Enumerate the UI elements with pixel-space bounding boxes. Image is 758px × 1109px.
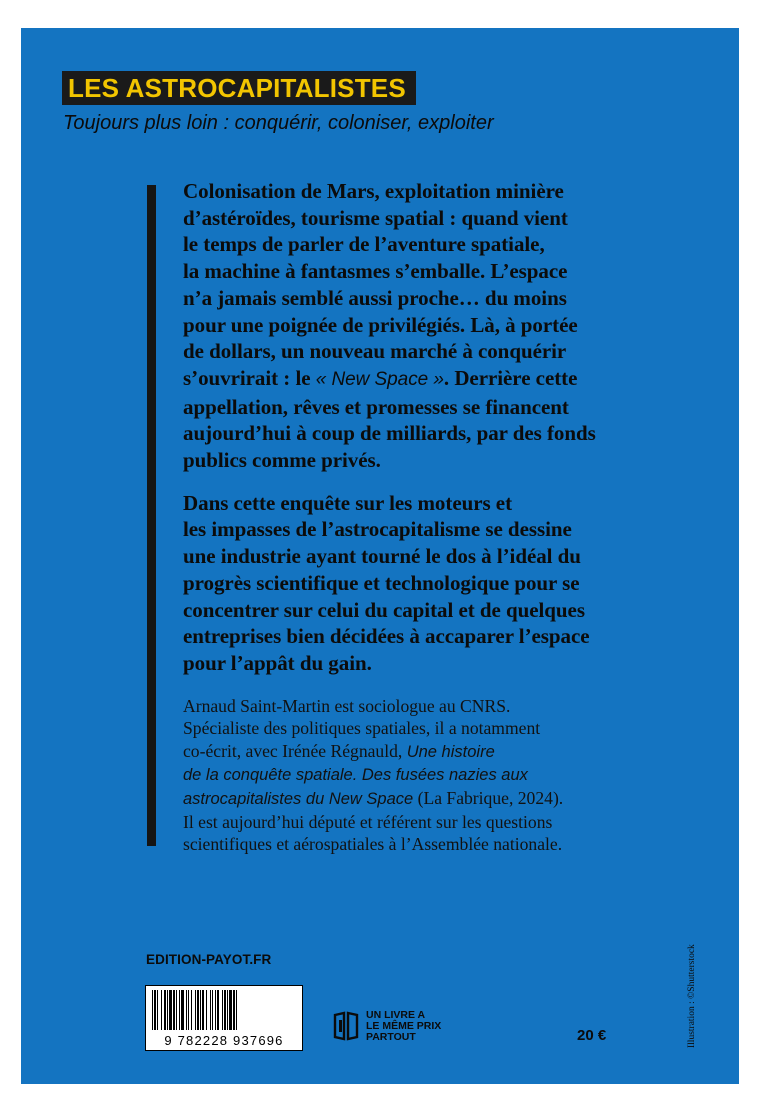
text-line: d’astéroïdes, tourisme spatial : quand vient [183, 205, 568, 230]
barcode-bars-icon [146, 986, 302, 1032]
book-reference: de la conquête spatiale. Des fusées nazies aux [183, 766, 528, 785]
isbn-number: 9 782228 937696 [146, 1033, 302, 1048]
accent-bar [147, 185, 156, 846]
text-line: le temps de parler de l’aventure spatiale, [183, 232, 545, 257]
text-line: scientifiques et aérospatiales à l’Assemblée nationale. [183, 834, 563, 855]
illustration-credit: Illustration : ©Shutterstock [687, 944, 697, 1048]
text-line: progrès scientifique et technologique pour se [183, 570, 580, 595]
prix-line: PARTOUT [366, 1031, 416, 1043]
text-line [183, 787, 653, 811]
prix-line: LE MÊME PRIX [366, 1020, 442, 1032]
text-line: concentrer sur celui du capital et de quelques [183, 597, 585, 622]
text-line: Colonisation de Mars, exploitation minière [183, 179, 564, 203]
text-line: pour l’appât du gain. [183, 650, 372, 675]
blurb-paragraph-1 [183, 178, 653, 474]
text-line: Dans cette enquête sur les moteurs et [183, 490, 513, 515]
text-line: la machine à fantasmes s’emballe. L’espace [183, 259, 568, 284]
publisher-website: EDITION-PAYOT.FR [146, 952, 272, 967]
text-segment: s’ouvrirait : le [183, 365, 316, 390]
book-reference: Une histoire [406, 742, 495, 761]
text-line: de dollars, un nouveau marché à conquérir [183, 339, 567, 364]
text-line: appellation, rêves et promesses se financent [183, 394, 569, 419]
text-line [183, 763, 653, 787]
book-price-logo-icon [333, 1011, 359, 1041]
back-cover [21, 28, 739, 1084]
text-line: n’a jamais semblé aussi proche… du moins [183, 285, 567, 310]
prix-unique-label [366, 1010, 441, 1043]
book-price: 20 € [577, 1027, 607, 1044]
text-line: aujourd’hui à coup de milliards, par des fonds [183, 421, 596, 446]
series-title: LES ASTROCAPITALISTES [62, 71, 416, 105]
text-line: les impasses de l’astrocapitalisme se dessine [183, 517, 572, 542]
isbn-barcode [145, 985, 303, 1051]
text-line [183, 740, 653, 764]
text-segment: . Derrière cette [443, 365, 578, 390]
book-subtitle: Toujours plus loin : conquérir, coloniser, exploiter [63, 112, 494, 134]
author-bio [183, 695, 653, 856]
text-segment: co-écrit, avec Irénée Régnauld, [183, 740, 407, 761]
text-segment: (La Fabrique, 2024). [413, 788, 564, 809]
book-reference: astrocapitalistes du New Space [183, 790, 414, 809]
text-line: publics comme privés. [183, 448, 381, 473]
blurb-paragraph-2 [183, 490, 653, 677]
new-space-term: « New Space » [315, 368, 444, 390]
text-line: pour une poignée de privilégiés. Là, à portée [183, 312, 578, 337]
text-line [183, 365, 653, 394]
text-line: Arnaud Saint-Martin est sociologue au CNRS. [183, 695, 511, 716]
blurb [183, 178, 653, 856]
prix-line: UN LIVRE A [366, 1009, 426, 1021]
text-line: Il est aujourd’hui député et référent sur les questions [183, 811, 553, 832]
text-line: Spécialiste des politiques spatiales, il a notamment [183, 718, 541, 739]
text-line: une industrie ayant tourné le dos à l’idéal du [183, 544, 581, 569]
text-line: entreprises bien décidées à accaparer l’espace [183, 624, 590, 649]
